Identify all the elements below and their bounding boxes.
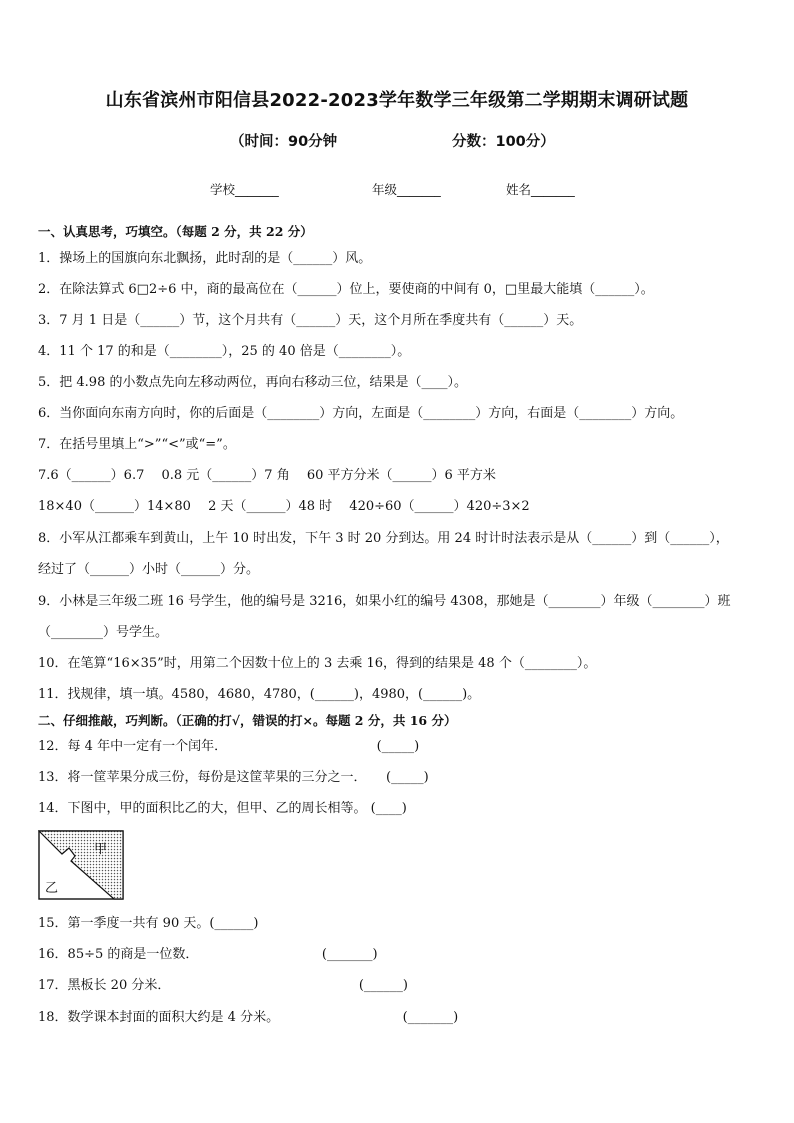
question-1: 1．操场上的国旗向东北飘扬，此时刮的是（______）风。 (38, 251, 372, 266)
page-title: 山东省滨州市阳信县2022-2023学年数学三年级第二学期期末调研试题 (105, 90, 689, 111)
question-11: 11．找规律，填一填。4580，4680，4780，(______)，4980，(______)。 (38, 687, 481, 702)
exam-meta (0, 130, 794, 152)
question-13: 13．将一筐苹果分成三份，每份是这筐苹果的三分之一． (_____) (38, 770, 429, 785)
name-field: 姓名_______ (506, 182, 575, 197)
question-7: 7．在括号里填上“>”“<”或“=”。 (38, 437, 236, 452)
question-9-cont: （________）号学生。 (38, 625, 169, 640)
question-12: 12．每 4 年中一定有一个闰年． (_____) (38, 739, 420, 754)
question-17: 17．黑板长 20 分米． (______) (38, 978, 408, 993)
grade-field: 年级_______ (372, 182, 441, 197)
question-8: 8．小军从江都乘车到黄山，上午 10 时出发，下午 3 时 20 分到达。用 24 时计时法表示是从（______）到（______）， (38, 531, 729, 546)
question-5: 5．把 4.98 的小数点先向左移动两位，再向右移动三位，结果是（____）。 (38, 375, 467, 390)
question-15: 15．第一季度一共有 90 天。(______) (38, 916, 259, 931)
section-heading-judge: 二、仔细推敲，巧判断。（正确的打√，错误的打×。每题 2 分，共 16 分） (38, 713, 457, 728)
total-score: 分数：100分） (452, 134, 555, 150)
question-3: 3．7 月 1 日是（______）节，这个月共有（______）天，这个月所在季度共有（______）天。 (38, 313, 583, 328)
question-2: 2．在除法算式 6□2÷6 中，商的最高位在（______）位上，要使商的中间有 0，□里最大能填（______）。 (38, 282, 654, 297)
question-16: 16．85÷5 的商是一位数． (_______) (38, 947, 378, 962)
time-limit: （时间：90分钟 (230, 134, 338, 150)
label-jia: 甲 (94, 842, 108, 857)
area-perimeter-figure (38, 830, 124, 900)
question-4: 4．11 个 17 的和是（________），25 的 40 倍是（________）。 (38, 344, 411, 359)
question-10: 10．在笔算“16×35”时，用第二个因数十位上的 3 去乘 16，得到的结果是 48 个（________）。 (38, 656, 597, 671)
school-field: 学校_______ (210, 182, 279, 197)
question-9: 9．小林是三年级二班 16 号学生，他的编号是 3216，如果小红的编号 4308，那她是（________）年级（________）班 (38, 594, 731, 609)
question-7-row-1: 7.6（______）6.7 0.8 元（______）7 角 60 平方分米（______）6 平方米 (38, 468, 496, 483)
question-18: 18．数学课本封面的面积大约是 4 分米。 (_______) (38, 1010, 459, 1025)
question-8-cont: 经过了（______）小时（______）分。 (38, 562, 260, 577)
question-7-row-2: 18×40（______）14×80 2 天（______）48 时 420÷60（______）420÷3×2 (38, 499, 530, 514)
question-6: 6．当你面向东南方向时，你的后面是（________）方向，左面是（________）方向，右面是（________）方向。 (38, 406, 684, 421)
section-heading-fill: 一、认真思考，巧填空。（每题 2 分，共 22 分） (38, 224, 313, 239)
label-yi: 乙 (45, 881, 59, 896)
question-14: 14．下图中，甲的面积比乙的大，但甲、乙的周长相等。 (____) (38, 801, 407, 816)
